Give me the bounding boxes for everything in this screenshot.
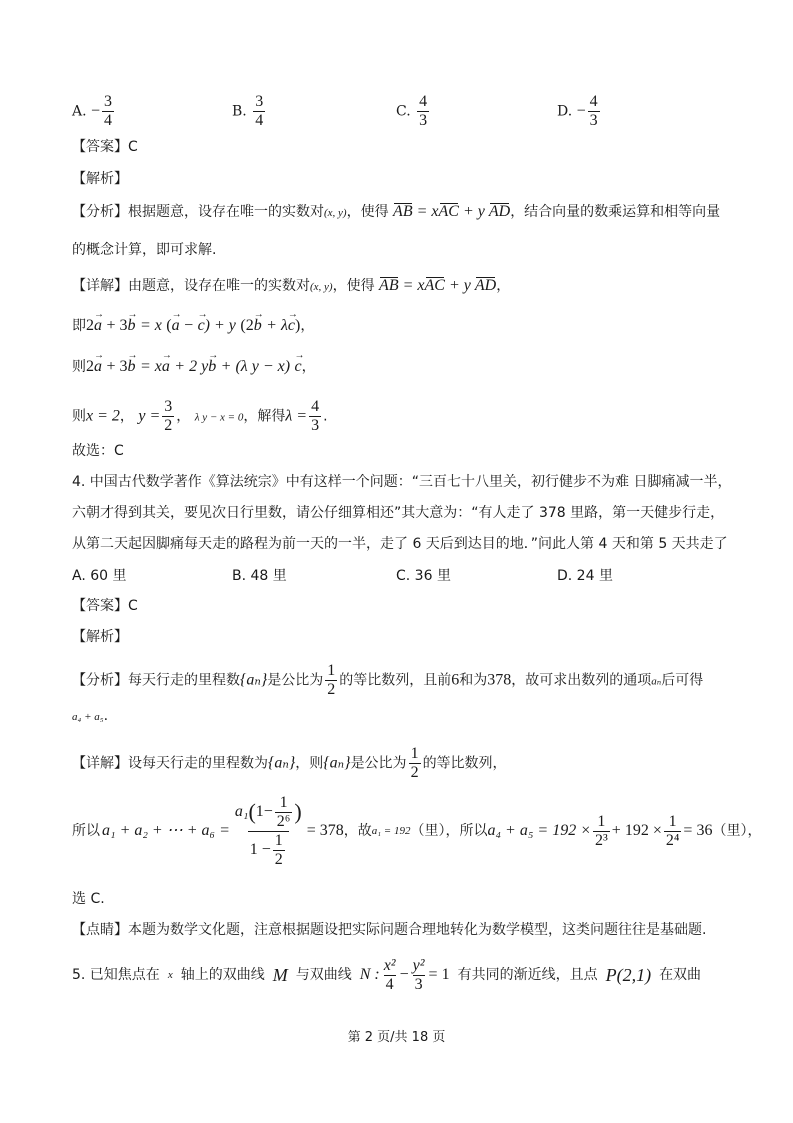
fraction [325, 662, 337, 699]
q3-choose: 故选：C [72, 443, 124, 459]
text: ，解得 [243, 408, 286, 425]
math: + 2 y [174, 358, 209, 375]
math: λ = [285, 407, 308, 425]
vector-ab: AB [379, 277, 399, 294]
q3-fenxi-line2: 的概念计算，即可求解. [72, 242, 217, 258]
math: = 36 [683, 822, 713, 839]
sum-denominator [248, 831, 289, 869]
q5-text-line1 [72, 955, 732, 995]
text: ，结合向量的数乘运算和相等向量 [510, 204, 721, 220]
text: 5. 已知焦点在 [72, 967, 160, 983]
text: 后可得 [661, 672, 704, 689]
numerator: 1 [597, 812, 606, 830]
vector-c: → c [198, 316, 205, 336]
numerator: 4 [311, 398, 320, 415]
math: + 3 [106, 317, 128, 334]
option-c [396, 93, 431, 130]
vector-b: → b [208, 357, 216, 377]
denominator: 2⁴ [665, 831, 680, 849]
math: 2 [86, 358, 94, 375]
numerator: y² [412, 956, 425, 974]
text: ，使得 [346, 204, 389, 220]
vector-a: → a [94, 316, 102, 336]
text: 则 [72, 408, 86, 425]
q4-choose: 选 C. [72, 891, 105, 907]
vector-ab: AB [393, 203, 413, 220]
text: ，则 [295, 755, 324, 772]
math: ( [240, 317, 246, 334]
q4-option-c: C. 36 里 [396, 568, 451, 584]
xiangjie-tag: 【详解】 [72, 755, 128, 772]
q3-xiangjie-line1 [72, 276, 732, 297]
denominator: 4 [104, 112, 113, 129]
math: = x [139, 358, 162, 375]
denominator: 3 [419, 112, 428, 129]
denominator: 2 [410, 764, 419, 781]
math: = 1 [428, 966, 450, 983]
q4-analysis-heading: 【解析】 [72, 629, 128, 645]
denominator: 2⁶ [276, 812, 291, 830]
denominator: 3 [589, 112, 598, 129]
math: = x [416, 203, 439, 220]
math: ) [294, 317, 301, 334]
option-label: C. [396, 103, 411, 120]
fraction [664, 813, 682, 850]
math: y = [138, 407, 161, 425]
text: ， [176, 408, 191, 425]
text: 在双曲 [659, 967, 702, 983]
math: + y [462, 203, 485, 220]
math: 1 − [249, 841, 271, 858]
vector-b: → b [127, 357, 135, 377]
math: x [167, 969, 173, 981]
math: ( [166, 317, 172, 334]
math: ) + y [204, 317, 236, 334]
text: ，故可求出数列的通项 [511, 672, 652, 689]
sequence-an: {aₙ} [240, 671, 268, 689]
numerator: 1 [327, 662, 336, 679]
math: 2 [245, 317, 254, 334]
pair-xy: (x, y) [310, 281, 333, 293]
numerator: 1 [668, 812, 677, 830]
sum-fraction [233, 794, 304, 869]
numerator: 3 [104, 93, 113, 110]
fraction [253, 93, 265, 130]
paren-right: ) [294, 799, 302, 824]
option-label: D. [557, 103, 573, 120]
q4-text-line3: 从第二天起因脚痛每天走的路程为前一天的一半，走了 6 天后到达目的地．”问此人第 4 天和第 5 天共走了 [72, 536, 728, 552]
math: + y [448, 277, 471, 294]
text: ，使得 [332, 278, 375, 294]
math: a₁ + a₂ + ⋯ + a₆ = [102, 822, 230, 839]
math: N : [359, 966, 380, 983]
text: 是公比为 [350, 755, 407, 772]
math: = 378 [306, 822, 344, 839]
math: 2 [86, 317, 94, 334]
text: （里）， [712, 823, 762, 839]
text: （里），所以 [410, 823, 488, 839]
vector-c: → c [288, 316, 295, 336]
denominator: 2 [327, 681, 336, 698]
q4-xiangjie-line1 [72, 745, 732, 782]
math: + λ [266, 317, 288, 334]
math: x = 2 [86, 407, 120, 425]
vector-b: → b [254, 316, 262, 336]
option-d [557, 93, 602, 130]
text: ， [300, 318, 315, 334]
fraction [309, 398, 321, 435]
q3-fenxi-line1 [72, 202, 732, 223]
math: a₁ [234, 803, 249, 820]
text: . [323, 408, 328, 425]
text: 设每天行走的里程数为 [128, 755, 268, 772]
fraction [382, 957, 398, 994]
page-footer: 第 2 页/共 18 页 [347, 1030, 446, 1045]
denominator: 3 [414, 975, 423, 993]
paren-left: ( [248, 799, 256, 824]
math: a₄ + a₅ [72, 711, 104, 723]
math: = x [402, 277, 425, 294]
vector-ac: AC [438, 203, 459, 220]
math: P(2,1) [605, 965, 652, 985]
fenxi-tag: 【分析】 [72, 672, 128, 689]
fraction [411, 957, 427, 994]
option-b [232, 93, 267, 130]
fraction [417, 93, 429, 130]
numerator: 1 [274, 831, 283, 849]
fenxi-tag: 【分析】 [72, 204, 128, 220]
vector-a: → a [172, 316, 180, 336]
fraction [162, 398, 174, 435]
text: 轴上的双曲线 [180, 967, 265, 983]
math: 1 [255, 803, 264, 820]
q4-text-line1: 4. 中国古代数学著作《算法统宗》中有这样一个问题：“三百七十八里关，初行健步不为难 日脚痛减一半， [72, 474, 732, 490]
vector-ad: AD [488, 203, 511, 220]
math: − [399, 966, 409, 983]
text: 与双曲线 [295, 967, 352, 983]
q4-text-line2: 六朝才得到其关，要见次日行里数，请公仔细算相还”其大意为：“有人走了 378 里路，第一天健步行走， [72, 505, 725, 521]
text: 根据题意，设存在唯一的实数对 [128, 204, 324, 220]
math: λ y − x = 0 [194, 411, 244, 424]
denominator: 3 [311, 417, 320, 434]
text: ， [301, 359, 316, 375]
q4-fenxi-line1 [72, 662, 732, 699]
fraction [273, 832, 285, 869]
numerator: 3 [164, 398, 173, 415]
denominator: 2 [274, 850, 283, 868]
sequence-an: {aₙ} [323, 754, 351, 772]
vector-a: → a [94, 357, 102, 377]
option-label: B. [232, 103, 247, 120]
minus-sign: − [576, 102, 586, 120]
text: 由题意，设存在唯一的实数对 [128, 278, 310, 294]
text: ， [496, 278, 511, 294]
denominator: 4 [385, 975, 394, 993]
math: 378 [487, 671, 512, 689]
option-a [72, 93, 116, 130]
math: + 192 × [611, 822, 662, 839]
vector-equation [393, 203, 510, 220]
numerator: 4 [589, 93, 598, 110]
q4-sum-line [72, 786, 762, 876]
vector-equation [379, 277, 496, 294]
q3-analysis-heading: 【解析】 [72, 171, 128, 187]
denominator: 4 [255, 112, 264, 129]
q4-option-a: A. 60 里 [72, 568, 127, 584]
math: + 3 [106, 358, 128, 375]
text: . [103, 708, 109, 724]
numerator: 1 [279, 793, 288, 811]
text: 即 [72, 318, 86, 334]
text: 的等比数列， [422, 755, 507, 772]
fraction [588, 93, 600, 130]
sequence-an: {aₙ} [268, 754, 296, 772]
pair-xy: (x, y) [324, 207, 347, 219]
text: 所以 [72, 823, 100, 839]
q3-line-ze [72, 357, 732, 377]
q3-line-solve [72, 398, 732, 435]
q4-fenxi-line2 [72, 706, 732, 727]
vector-ad: AD [474, 277, 497, 294]
numerator: 1 [410, 745, 419, 762]
denominator: 2 [164, 417, 173, 434]
q4-answer: 【答案】C [72, 598, 138, 614]
sum-numerator: a₁ ( 1 − $\frac{1}{\text{2⁶}}$ ) [234, 793, 302, 830]
math: − [184, 317, 194, 334]
math: M [272, 965, 288, 985]
q3-line-ji [72, 316, 732, 336]
fraction [275, 794, 293, 831]
math: aₙ [651, 675, 662, 688]
text: 的等比数列，且前 [339, 672, 452, 689]
option-label: A. [72, 103, 87, 120]
text: 是公比为 [267, 672, 324, 689]
text: 则 [72, 359, 86, 375]
numerator: 3 [255, 93, 264, 110]
text: 有共同的渐近线，且点 [457, 967, 598, 983]
fraction [409, 745, 421, 782]
math: a₁ = 192 [371, 825, 411, 837]
text: 和为 [459, 672, 488, 689]
q3-answer: 【答案】C [72, 139, 138, 155]
q4-option-d: D. 24 里 [557, 568, 613, 584]
text: ，故 [343, 823, 372, 839]
q4-dianjing: 【点睛】本题为数学文化题，注意根据题设把实际问题合理地转化为数学模型，这类问题往往是基础题. [72, 922, 707, 938]
text: ， [119, 408, 134, 425]
math: = x [139, 317, 162, 334]
q4-option-b: B. 48 里 [232, 568, 287, 584]
xiangjie-tag: 【详解】 [72, 278, 128, 294]
fraction [593, 813, 610, 850]
vector-c: → c [295, 357, 302, 377]
vector-a: → a [162, 357, 170, 377]
math: 6 [451, 671, 460, 689]
numerator: 4 [419, 93, 428, 110]
vector-b: → b [127, 316, 135, 336]
minus-sign: − [91, 102, 101, 120]
math: + (λ y − x) [220, 358, 291, 375]
numerator: x² [383, 956, 396, 974]
math: a₄ + a₅ = 192 × [487, 822, 591, 839]
fraction [102, 93, 114, 130]
text: 每天行走的里程数 [128, 672, 240, 689]
vector-ac: AC [424, 277, 445, 294]
denominator: 2³ [595, 831, 608, 849]
